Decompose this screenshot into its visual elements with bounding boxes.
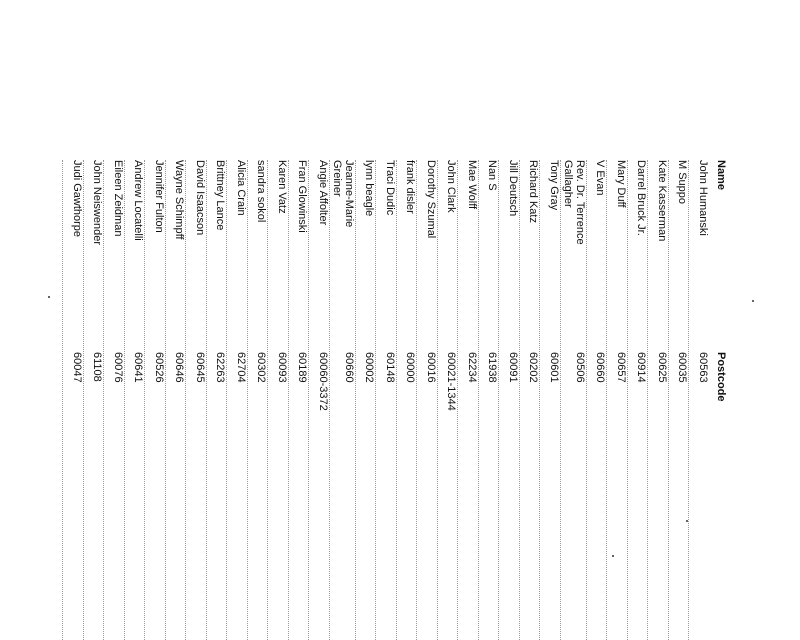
row-postcode: 60035 (676, 352, 689, 383)
row-postcode: 60000 (404, 352, 417, 383)
row-name: Mary Duff (615, 160, 627, 208)
table-row (227, 160, 248, 640)
row-name: John Clark (445, 160, 458, 213)
table-row (396, 160, 417, 640)
row-postcode: 60660 (343, 352, 355, 383)
table-row (648, 160, 669, 640)
table-header-row (709, 160, 733, 640)
row-name: Rev. Dr. Terrence Gallagher (562, 160, 586, 245)
row-name: John Neiswender (91, 160, 104, 245)
row-name: Alicia Crain (235, 160, 247, 216)
table-row (540, 160, 561, 640)
row-postcode: 60914 (635, 352, 648, 383)
table-row (627, 160, 648, 640)
row-name: Karen Vatz (276, 160, 288, 214)
row-postcode: 60016 (425, 352, 437, 383)
row-postcode: 60093 (276, 352, 288, 383)
row-postcode: 62234 (466, 352, 478, 383)
row-postcode: 62263 (214, 352, 227, 383)
row-name: sandra sokol (255, 160, 268, 223)
row-name: Kate Kasserman (656, 160, 668, 242)
row-postcode: 61108 (91, 352, 104, 382)
row-name: M Suppo (676, 160, 689, 205)
scan-speck (752, 300, 754, 302)
table-row (186, 160, 207, 640)
table-row (63, 160, 84, 640)
table-row (376, 160, 397, 640)
table-row (329, 160, 355, 640)
row-name: Jeanne-Marie Greiner (331, 160, 355, 228)
name-postcode-table (73, 160, 733, 640)
table-row (104, 160, 125, 640)
row-postcode: 60202 (527, 352, 540, 383)
row-name: Wayne Schimpff (173, 160, 186, 240)
table-row (499, 160, 520, 640)
table-row (288, 160, 309, 640)
row-name: Jennifer Fulton (153, 160, 165, 233)
table-row (519, 160, 540, 640)
row-postcode: 60302 (255, 352, 268, 383)
table-row (689, 160, 710, 640)
scan-speck (48, 296, 50, 298)
row-name: Tony Gray (548, 160, 560, 211)
row-name: Nan S (486, 160, 499, 191)
row-postcode: 62704 (235, 352, 247, 383)
table-row (247, 160, 268, 640)
row-postcode: 60645 (194, 352, 206, 383)
row-postcode: 60646 (173, 352, 186, 383)
table-row (478, 160, 499, 640)
row-name: John Humanski (697, 160, 709, 236)
row-postcode: 60076 (112, 352, 124, 383)
row-postcode: 60021-1344 (445, 352, 458, 411)
row-name: David Isaacson (194, 160, 206, 236)
row-name: frank disler (404, 160, 417, 214)
table-row (668, 160, 689, 640)
row-postcode: 60047 (71, 352, 83, 383)
table-row (124, 160, 145, 640)
row-name: Dorothy Szumal (425, 160, 437, 239)
scan-speck (612, 555, 614, 557)
row-name: Brittney Lance (214, 160, 227, 231)
table-row (145, 160, 166, 640)
row-postcode: 60625 (656, 352, 668, 383)
table-row (560, 160, 586, 640)
table-row (83, 160, 104, 640)
table-row (268, 160, 289, 640)
row-name: Fran Glowinski (296, 160, 309, 233)
row-postcode: 60601 (548, 352, 560, 383)
row-postcode: 60657 (615, 352, 627, 383)
row-postcode: 60148 (384, 352, 396, 383)
table-row (437, 160, 458, 640)
row-name: Mae Wolff (466, 160, 478, 210)
table-row (458, 160, 479, 640)
row-postcode: 60563 (697, 352, 709, 383)
scan-speck (686, 520, 688, 522)
row-name: lynn beagle (363, 160, 376, 217)
row-postcode: 60060-3372 (317, 352, 329, 411)
row-name: V Evan (594, 160, 607, 196)
row-postcode: 60091 (507, 352, 519, 383)
row-postcode: 60002 (363, 352, 376, 383)
row-name: Darrel Bruck Jr. (635, 160, 648, 236)
table-row (309, 160, 330, 640)
table-row (417, 160, 438, 640)
row-postcode: 61938 (486, 352, 499, 383)
row-name: Eileen Zeidman (112, 160, 124, 237)
row-name: Richard Katz (527, 160, 540, 223)
row-postcode: 60526 (153, 352, 165, 383)
name-column-header: Name (715, 160, 727, 190)
row-name: Traci Dudic (384, 160, 396, 216)
table-row (355, 160, 376, 640)
row-name: Jill Deutsch (507, 160, 519, 217)
table-row (206, 160, 227, 640)
row-postcode: 60660 (594, 352, 607, 383)
table-body (63, 160, 710, 640)
row-name: Andrew Locatelli (132, 160, 145, 241)
row-name: Angie Affolter (317, 160, 329, 226)
row-name: Judi Gawthorpe (71, 160, 83, 238)
table-row (165, 160, 186, 640)
postcode-column-header: Postcode (715, 352, 727, 402)
row-postcode: 60506 (574, 352, 586, 383)
row-postcode: 60641 (132, 352, 145, 383)
table-row (586, 160, 607, 640)
row-postcode: 60189 (296, 352, 309, 383)
table-row (607, 160, 628, 640)
